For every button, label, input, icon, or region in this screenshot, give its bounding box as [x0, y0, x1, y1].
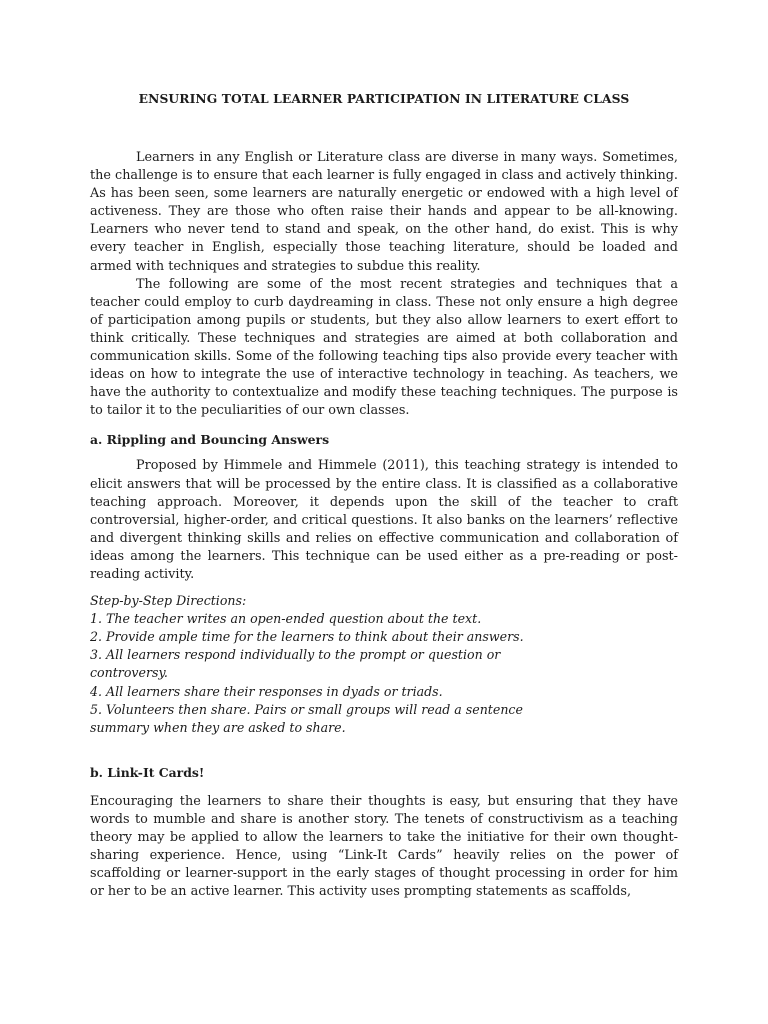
- section-a-heading: a. Rippling and Bouncing Answers: [90, 432, 330, 448]
- intro-paragraph-1: Learners in any English or Literature class are diverse in many ways. Sometimes, the challenge is to ensure that each learner is fully engaged in class and actively thinking. As has been seen, some learners are naturally energetic or endowed with a high level of activeness. They are those who often raise their hands and appear to be all-knowing. Learners who never tend to stand and speak, on the other hand, do exist. This is why every teacher in English, especially those teaching literature, should be loaded and armed with techniques and strategies to subdue this reality.: [90, 150, 679, 274]
- direction-step: 3. All learners respond individually to the prompt or question or controversy.: [90, 647, 501, 681]
- direction-step: 1. The teacher writes an open-ended question about the text.: [90, 611, 482, 627]
- direction-step: 4. All learners share their responses in dyads or triads.: [90, 683, 443, 699]
- step-by-step-directions: [90, 592, 550, 737]
- section-b-paragraph: Encouraging the learners to share their thoughts is easy, but ensuring that they have words to mumble and share is another story. The tenets of constructivism as a teaching theory may be applied to allow the learners to take the initiative for their own thought-sharing experience. Hence, using “Link-It Cards” heavily relies on the power of scaffolding or learner-support in the early stages of thought processing in order for him or her to be an active learner. This activity uses prompting statements as scaffolds,: [90, 793, 678, 900]
- page-title: ENSURING TOTAL LEARNER PARTICIPATION IN LITERATURE CLASS: [138, 91, 630, 106]
- direction-step: 2. Provide ample time for the learners to think about their answers.: [90, 629, 524, 645]
- document-page: [90, 90, 678, 901]
- section-b-heading: b. Link-It Cards!: [90, 764, 205, 780]
- section-a-paragraph: Proposed by Himmele and Himmele (2011), this teaching strategy is intended to elicit answers that will be processed by the entire class. It is classified as a collaborative teaching approach. Moreover, it depends upon the skill of the teacher to craft controversial, higher-order, and critical questions. It also banks on the learners’ reflective and divergent thinking skills and relies on effective communication and collaboration of ideas among the learners. This technique can be used either as a pre-reading or post-reading activity.: [90, 458, 678, 582]
- direction-step: 5. Volunteers then share. Pairs or small groups will read a sentence summary when they are asked to share.: [90, 701, 523, 735]
- intro-paragraph-2: The following are some of the most recent strategies and techniques that a teacher could employ to curb daydreaming in class. These not only ensure a high degree of participation among pupils or students, but they also allow learners to exert effort to think critically. These techniques and strategies are aimed at both collaboration and communication skills. Some of the following teaching tips also provide every teacher with ideas on how to integrate the use of interactive technology in teaching. As teachers, we have the authority to contextualize and modify these teaching techniques. The purpose is to tailor it to the peculiarities of our own classes.: [90, 276, 678, 419]
- directions-label: Step-by-Step Directions:: [90, 593, 247, 609]
